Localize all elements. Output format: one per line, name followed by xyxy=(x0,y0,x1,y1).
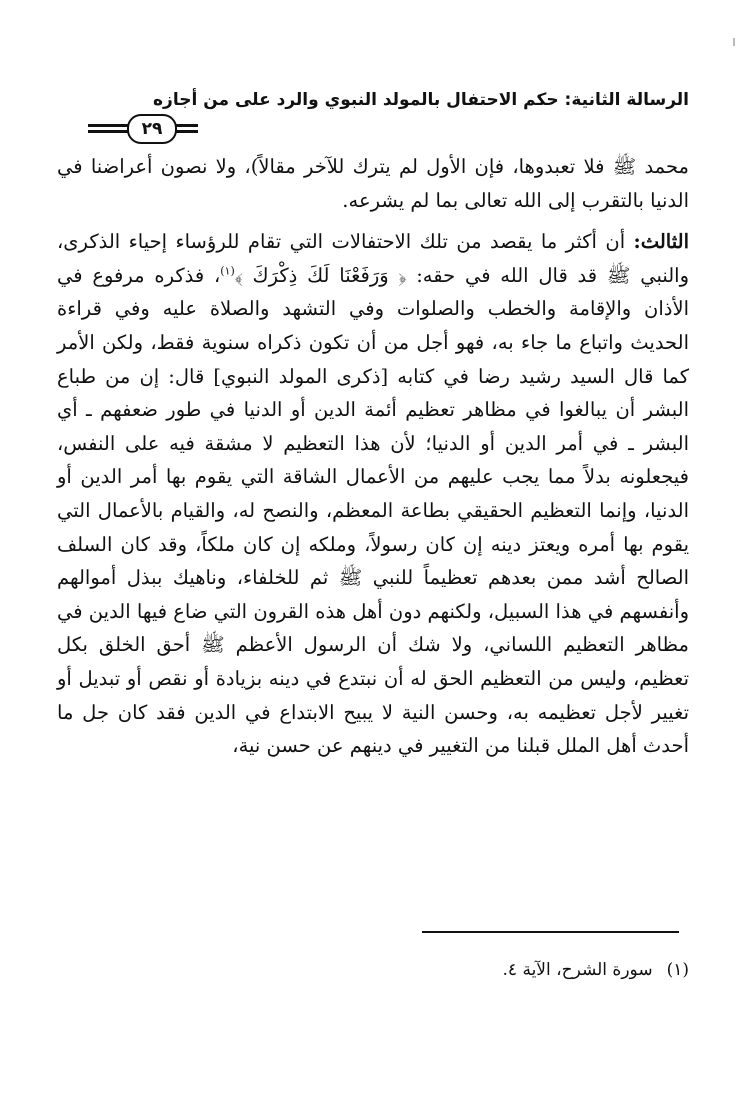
paragraph-2-text-b: ، فذكره مرفوع في الأذان والإقامة والخطب والصلوات وفي التشهد والصلاة عليه وفي قراءة الحديث واتباع ما جاء به، فهو أجل من أن تكون ذكراه سنوية فقط، ولكن الأمر كما قال السيد رشيد رضا في كتابه [ذكرى المولد النبوي] قال: إن من طباع البشر أن يبالغوا في مظاهر تعظيم أئمة الدين أو الدنيا في طور ضعفهم ـ أي البشر ـ في أمر الدين أو الدنيا؛ لأن هذا التعظيم لا مشقة فيه على النفس، فيجعلونه بدلاً مما يجب عليهم من الأعمال الشاقة التي يقوم بها أمر الدين أو الدنيا، وإنما التعظيم الحقيقي بطاعة المعظم، والنصح له، والقيام بالأعمال التي يقوم بها أمره ويعتز دينه إن كان رسولاً، وملكه إن كان ملكاً، وقد كان السلف الصالح أشد ممن بعدهم تعظيماً للنبي ﷺ ثم للخلفاء، وناهيك ببذل أموالهم وأنفسهم في هذا السبيل، ولكنهم دون أهل هذه القرون التي ضاع فيها الدين في مظاهر التعظيم اللساني، ولا شك أن الرسول الأعظم ﷺ أحق الخلق بكل تعظيم، وليس من التعظيم الحق له أن نبتدع في دينه بزيادة أو نقص أو تبديل أو تغيير لأجل تعظيمه به، وحسن النية لا يبيح الابتداع في الدين فقد كان جل ما أحدث أهل الملل قبلنا من التغيير في دينهم عن حسن نية، xyxy=(57,263,689,758)
footnote-reference[interactable]: (١) xyxy=(220,264,235,278)
footnote-separator xyxy=(422,931,679,933)
running-header: الرسالة الثانية: حكم الاحتفال بالمولد النبوي والرد على من أجازه xyxy=(153,90,689,110)
main-text xyxy=(57,150,689,763)
page-edge-mark xyxy=(733,38,735,46)
paragraph-2 xyxy=(57,225,689,763)
footnote-text: سورة الشرح، الآية ٤. xyxy=(502,960,653,980)
page-number: ٢٩ xyxy=(127,114,177,144)
paragraph-2-text-a: أن أكثر ما يقصد من تلك الاحتفالات التي تقام للرؤساء إحياء الذكرى، والنبي ﷺ قد قال الله في حقه: ﴿ وَرَفَعْنَا لَكَ ذِكْرَكَ ﴾ xyxy=(57,230,689,287)
footnote xyxy=(57,957,689,983)
footnote-marker: (١) xyxy=(666,960,689,980)
paragraph-2-lead: الثالث: xyxy=(633,230,689,254)
paragraph-1: محمد ﷺ فلا تعبدوها، فإن الأول لم يترك للآخر مقالاً)، ولا نصون أعراضنا في الدنيا بالتقرب إلى الله تعالى بما لم يشرعه. xyxy=(57,155,689,212)
